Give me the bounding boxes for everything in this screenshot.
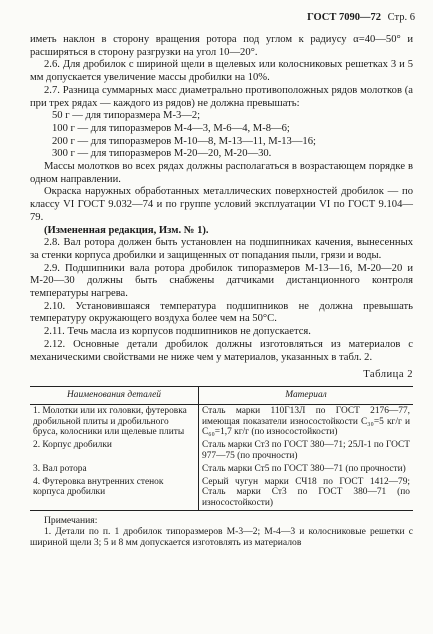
table-cell-material: Сталь марки Ст3 по ГОСТ 380—71; 25Л-1 по ГОСТ 977—75 (по прочности) xyxy=(202,440,410,461)
table-row xyxy=(30,463,413,476)
table-header-row xyxy=(30,386,413,404)
amendment-note: (Измененная редакция, Изм. № 1). xyxy=(44,224,209,236)
document-body xyxy=(30,34,413,548)
list-item: 50 г — для типоразмера М-3—2; xyxy=(52,110,201,122)
table-row xyxy=(30,476,413,511)
column-header-parts: Наименования деталей xyxy=(30,386,199,404)
paragraph-hammer-order: Массы молотков во всех рядах должны располагаться в возрастающем порядке в одном направлении. xyxy=(30,161,413,185)
notes-title: Примечания: xyxy=(44,514,98,526)
table-cell-part: 2. Корпус дробилки xyxy=(30,439,199,463)
paragraph-2-6: 2.6. Для дробилок с шириной щели в щелевых или колосниковых решетках 3 и 5 мм допускается увеличение массы дробилки на 10%. xyxy=(30,59,413,84)
standard-code: ГОСТ 7090—72 xyxy=(307,12,382,23)
paragraph-2-12: 2.12. Основные детали дробилок должны изготовляться из материалов с механическими свойствами не ниже чем у материалов, указанных в табл. 2. xyxy=(30,338,413,363)
table-cell-material: Сталь марки 110Г13Л по ГОСТ 2176—77, имеющая показатели износостойкости С₃₀=5 кг/г и С₆₀=1,7 кг/г (по износостойкости) xyxy=(202,405,410,438)
list-item: 300 г — для типоразмеров М-20—20, М-20—30. xyxy=(52,148,272,160)
paragraph-2-8: 2.8. Вал ротора должен быть установлен на подшипниках качения, вынесенных за стенки корпуса дробилки и защищенных от попадания пыли, грязи и воды. xyxy=(30,237,413,261)
table-cell-material: Серый чугун марки СЧ18 по ГОСТ 1412—79; Сталь марки Ст3 по ГОСТ 380—71 (по износостойкости) xyxy=(202,476,410,509)
column-header-material: Материал xyxy=(199,386,413,404)
paragraph-2-11: 2.11. Течь масла из корпусов подшипников не допускается. xyxy=(44,326,311,338)
page-number: Стр. 6 xyxy=(387,12,415,23)
table-row xyxy=(30,439,413,463)
table-cell-part: 4. Футеровка внутренних стенок корпуса дробилки xyxy=(30,476,199,511)
materials-table xyxy=(30,386,413,511)
paragraph-2-7: 2.7. Разница суммарных масс диаметрально противоположных рядов молотков (а при трех рядах — каждого из рядов) не должна превышать: xyxy=(30,84,413,109)
table-cell-part: 3. Вал ротора xyxy=(30,463,199,476)
note-item: 1. Детали по п. 1 дробилок типоразмеров М-3—2; М-4—3 и колосниковые решетки с шириной щели 3; 5 и 8 мм допускается изготовлять из материалов xyxy=(30,525,413,548)
table-caption: Таблица 2 xyxy=(363,369,413,381)
table-cell-material: Сталь марки Ст5 по ГОСТ 380—71 (по прочности) xyxy=(202,463,406,474)
paragraph-continuation: иметь наклон в сторону вращения ротора под углом к радиусу α=40—50° и расширяться в сторону разгрузки на угол 10—20°. xyxy=(30,34,413,58)
table-row xyxy=(30,404,413,439)
paragraph-painting: Окраска наружных обработанных металлических поверхностей дробилок — по классу VI ГОСТ 9.032—74 и по группе условий эксплуатации VI по ГОСТ 9.104—79. xyxy=(30,186,413,223)
paragraph-2-10: 2.10. Установившаяся температура подшипников не должна превышать температуру окружающего воздуха более чем на 50°С. xyxy=(30,300,413,325)
paragraph-2-9: 2.9. Подшипники вала ротора дробилок типоразмеров М-13—16, М-20—20 и М-20—30 должны быть снабжены датчиками дистанционного контроля температуры нагрева. xyxy=(30,262,413,300)
table-cell-part: 1. Молотки или их головки, футеровка дробильной плиты и дробильного бруса, колосники или щелевые плиты xyxy=(30,404,199,439)
list-item: 200 г — для типоразмеров М-10—8, М-13—11, М-13—16; xyxy=(52,135,316,147)
list-item: 100 г — для типоразмеров М-4—3, М-6—4, М-8—6; xyxy=(52,122,290,134)
notes-section xyxy=(30,515,413,548)
page-header xyxy=(307,12,415,23)
mass-difference-list xyxy=(30,110,413,161)
